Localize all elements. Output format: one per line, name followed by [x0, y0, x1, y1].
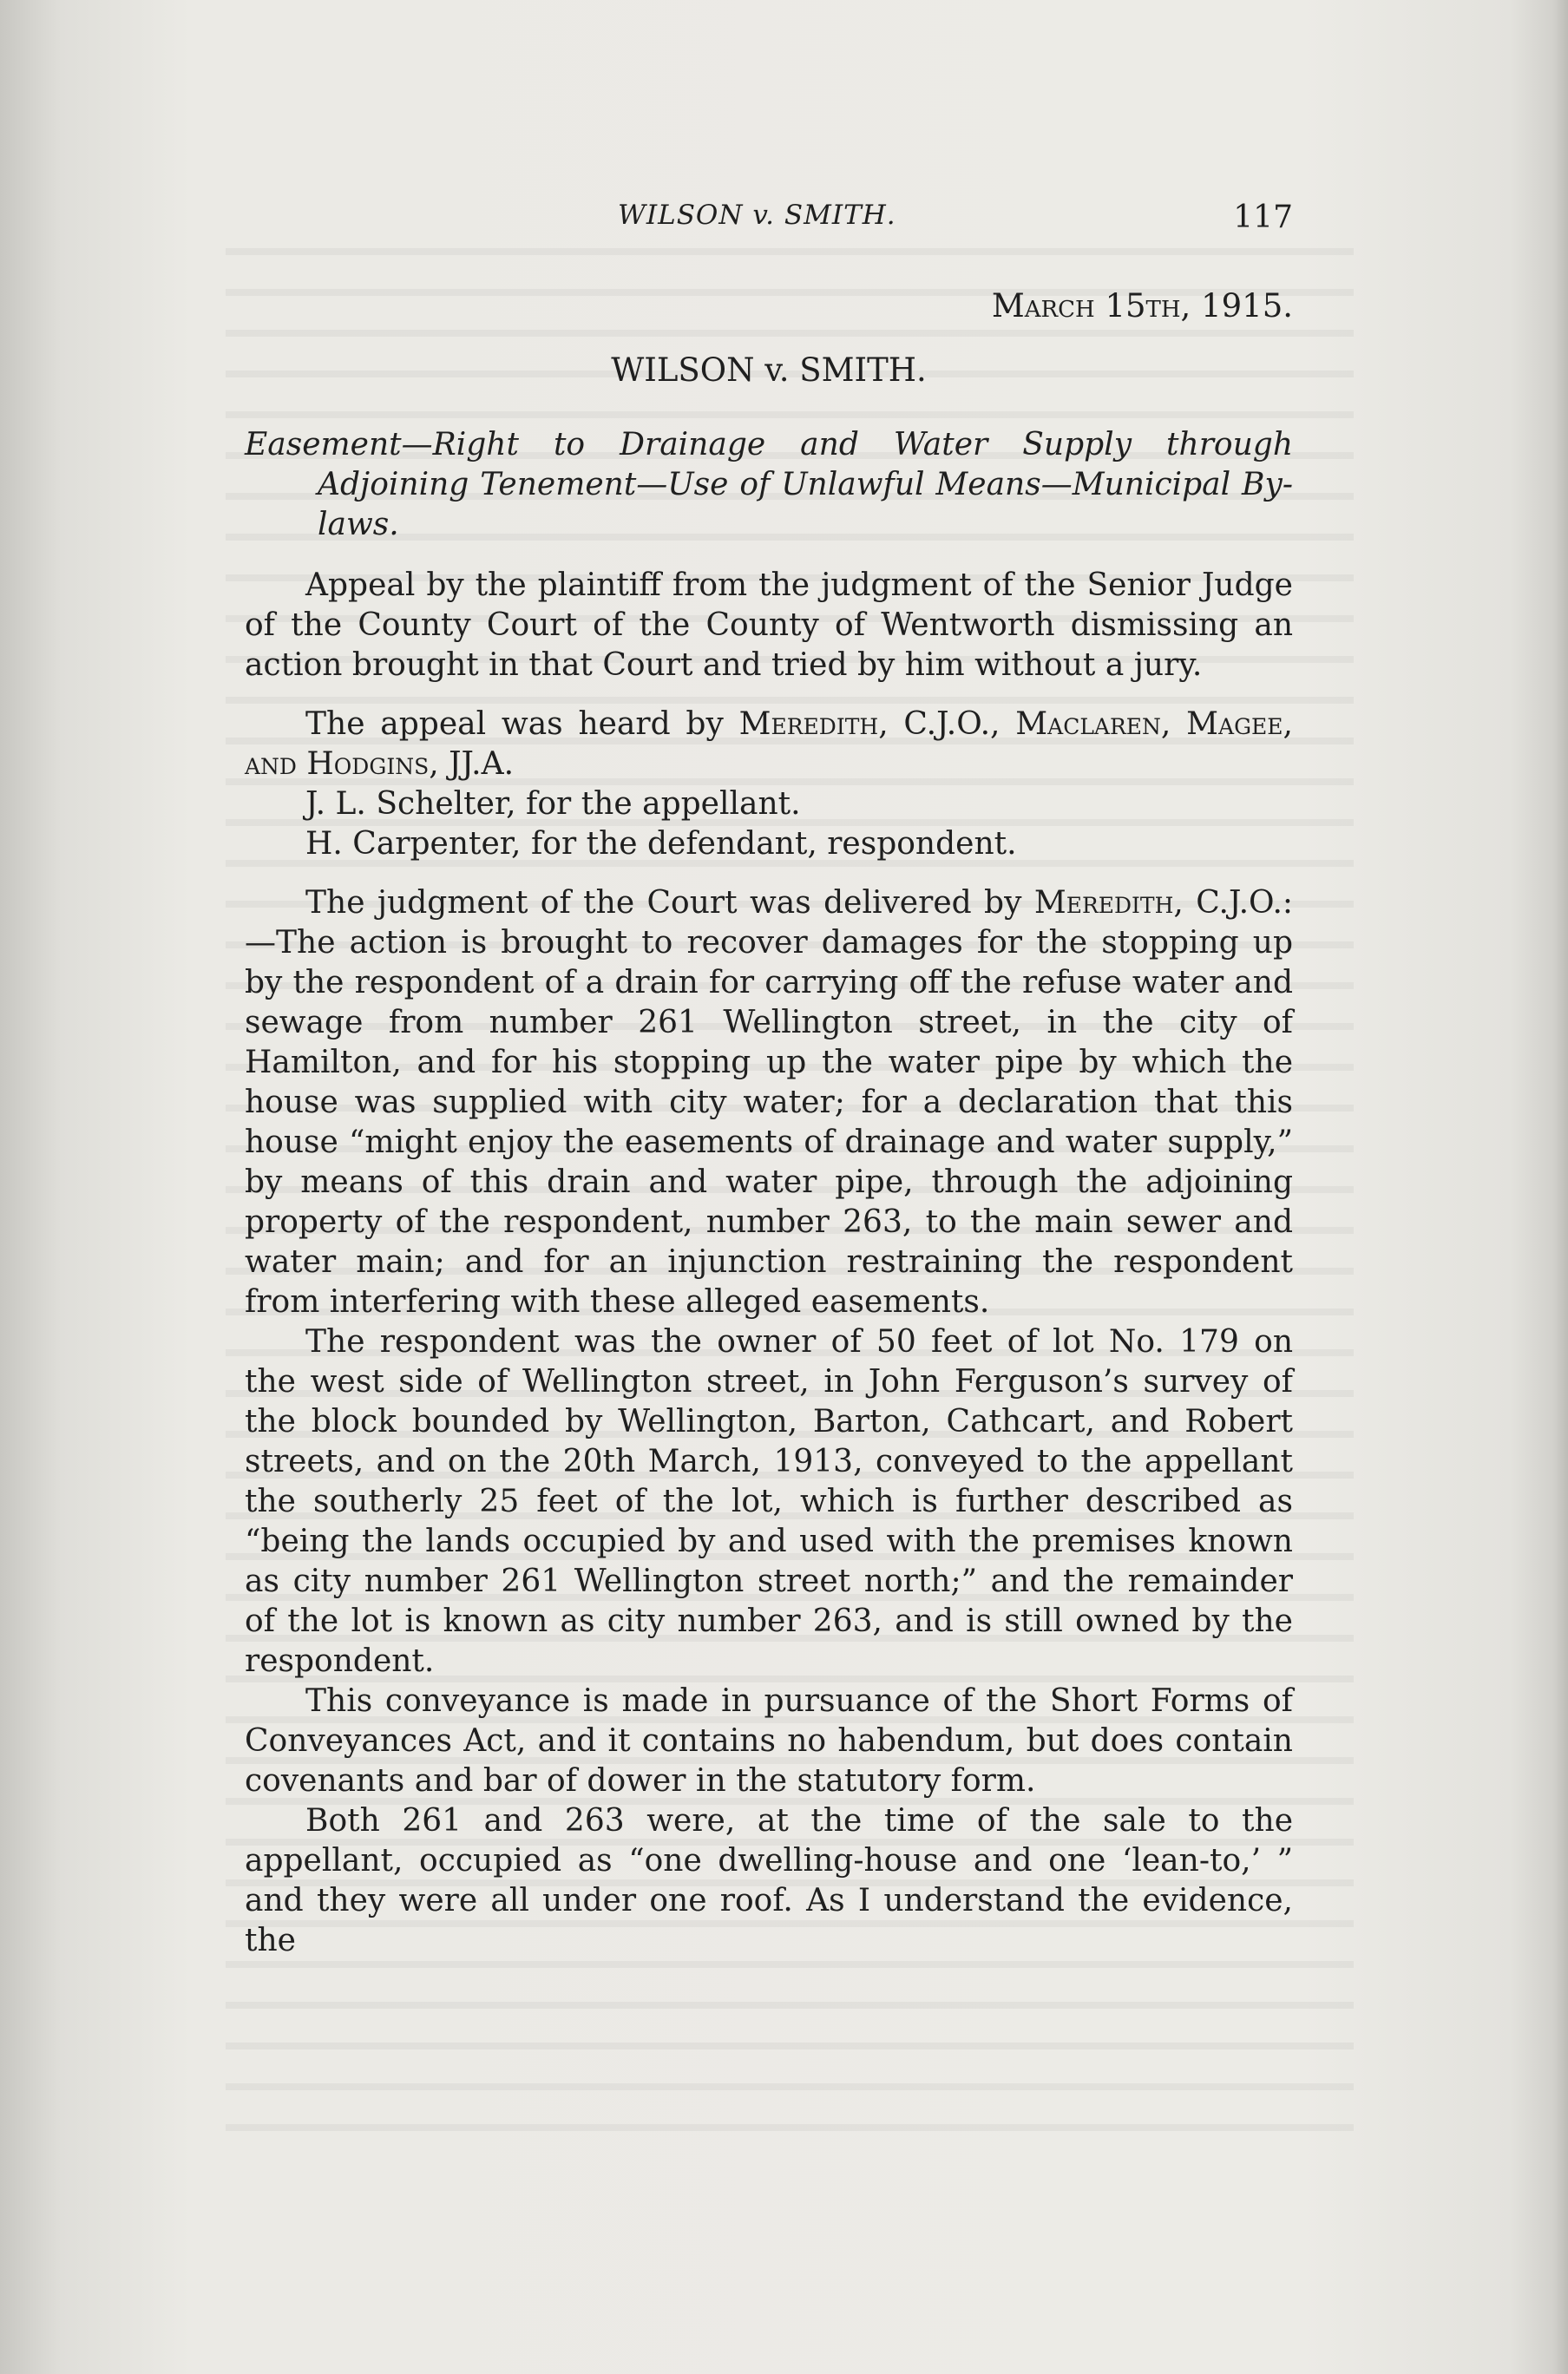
judges: Meredith, C.J.O., Maclaren, Magee, and Hodgins, JJ.A. [245, 706, 1293, 782]
page-header [245, 200, 1293, 252]
page-number: 117 [1233, 200, 1293, 235]
occupancy-paragraph: Both 261 and 263 were, at the time of the sale to the appellant, occupied as “one dwelling-house and one ‘lean-to,’ ” and they were all under one roof. As I understand the evidence, the [245, 1803, 1293, 1958]
appeal-paragraph: Appeal by the plaintiff from the judgment of the Senior Judge of the County Court of the County of Wentworth dismissing an action brought in that Court and tried by him without a jury. [245, 567, 1293, 683]
judgment-judge: Meredith, [1033, 885, 1184, 921]
hearing-prefix: The appeal was heard by [305, 706, 739, 742]
conveyance-paragraph: This conveyance is made in pursuance of the Short Forms of Conveyances Act, and it contains no habendum, but does contain covenants and bar of dower in the statutory form. [245, 1683, 1293, 1799]
judgment-paragraph [245, 883, 1293, 1322]
running-head: WILSON v. SMITH. [618, 200, 896, 231]
hearing-paragraph [245, 705, 1293, 784]
counsel-respondent: H. Carpenter, for the defendant, respondent. [305, 826, 1017, 862]
respondent-paragraph: The respondent was the owner of 50 feet of lot No. 179 on the west side of Wellington street, in John Ferguson’s survey of the block bounded by Wellington, Barton, Cathcart, and Robert streets, and on the 20th March, 1913, conveyed to the appellant the southerly 25 feet of the lot, which is further described as “being the lands occupied by and used with the premises known as city number 261 Wellington street north;” and the remainder of the lot is known as city number 263, and is still owned by the respondent. [245, 1324, 1293, 1679]
page-body [245, 286, 1293, 1961]
judgment-prefix: The judgment of the Court was delivered by [305, 885, 1034, 921]
decision-date: March 15th, 1915. [991, 287, 1293, 325]
headnote: Easement—Right to Drainage and Water Supply through Adjoining Tenement—Use of Unlawful Means—Municipal By-laws. [245, 427, 1293, 542]
judgment-text: C.J.O.:—The action is brought to recover damages for the stopping up by the respondent of a drain for carrying off the refuse water and sewage from number 261 Wellington street, in the city of Hamilton, and for his stopping up the water pipe by which the house was supplied with city water; for a declaration that this house “might enjoy the easements of drainage and water supply,” by means of this drain and water pipe, through the adjoining property of the respondent, number 263, to the main sewer and water main; and for an injunction restraining the respondent from interfering with these alleged easements. [245, 885, 1294, 1320]
counsel-appellant: J. L. Schelter, for the appellant. [305, 786, 801, 822]
case-title: WILSON v. SMITH. [611, 351, 927, 389]
